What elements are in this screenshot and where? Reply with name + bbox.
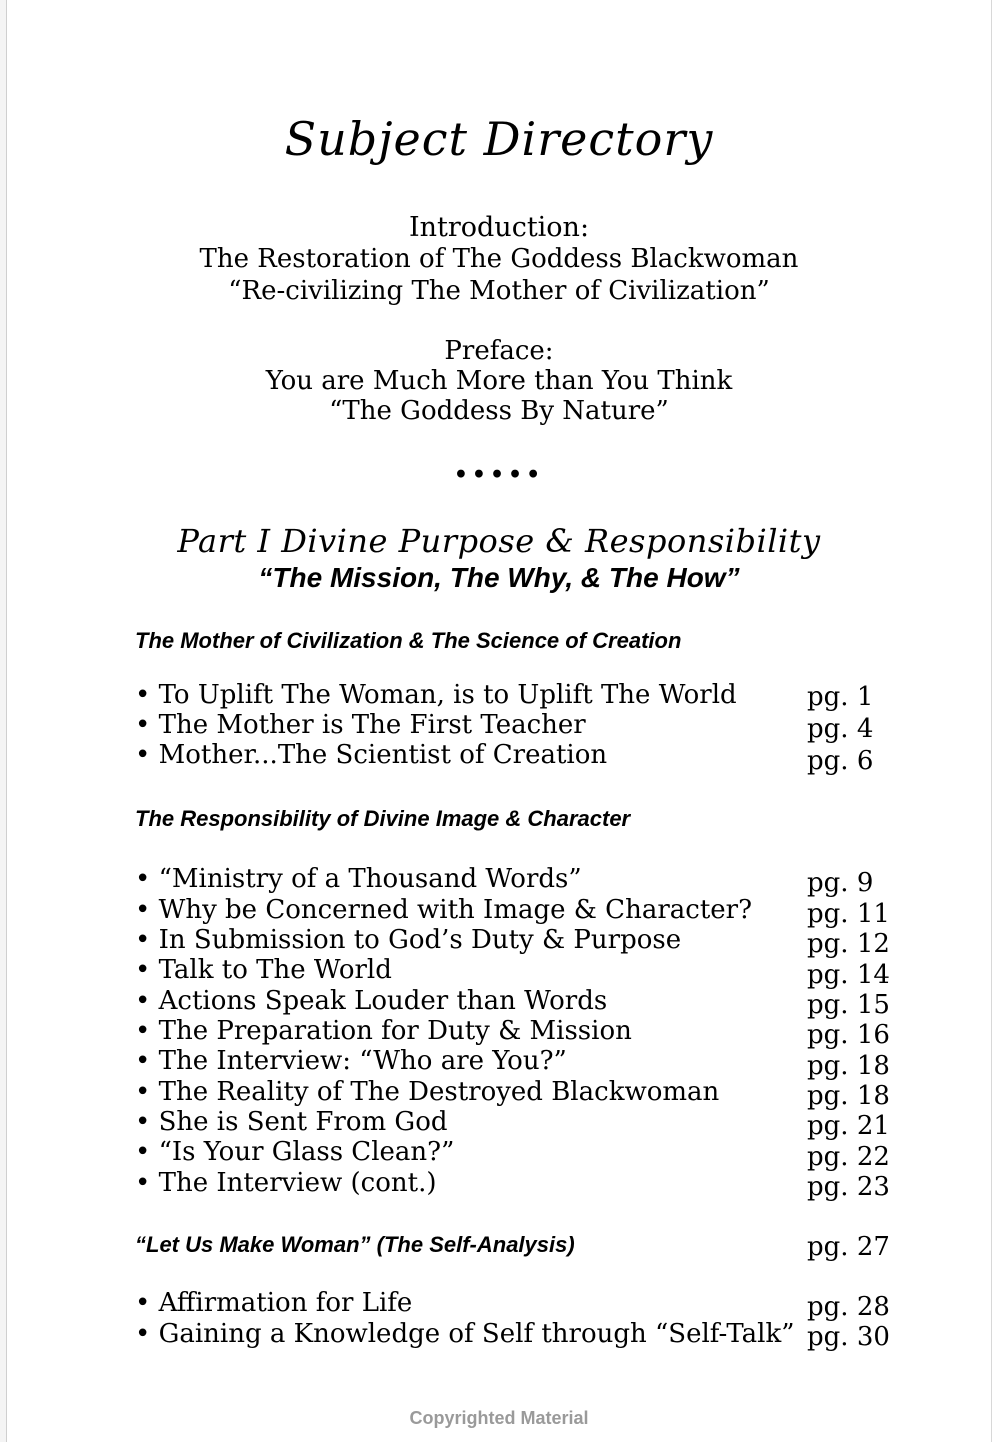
page-number: pg. 15 bbox=[807, 990, 890, 1020]
page-number: pg. 4 bbox=[807, 714, 874, 744]
page-number: pg. 23 bbox=[807, 1172, 890, 1202]
section-heading: The Responsibility of Divine Image & Character bbox=[135, 806, 631, 831]
list-item: • Affirmation for Life bbox=[135, 1288, 413, 1318]
introduction-line-1: The Restoration of The Goddess Blackwoman bbox=[199, 244, 799, 274]
page-number: pg. 12 bbox=[807, 929, 890, 959]
part-title: Part I Divine Purpose & Responsibility bbox=[177, 522, 821, 560]
list-item: • In Submission to God’s Duty & Purpose bbox=[135, 925, 682, 955]
list-item: • Talk to The World bbox=[135, 955, 392, 985]
separator-dots: ••••• bbox=[453, 462, 545, 488]
page-number: pg. 1 bbox=[807, 682, 874, 712]
list-item: • Actions Speak Louder than Words bbox=[135, 986, 608, 1016]
list-item: • The Preparation for Duty & Mission bbox=[135, 1016, 632, 1046]
list-item: • “Is Your Glass Clean?” bbox=[135, 1137, 455, 1167]
list-item: • The Interview: “Who are You?” bbox=[135, 1046, 567, 1076]
copyright-footer: Copyrighted Material bbox=[409, 1408, 589, 1428]
list-item: • To Uplift The Woman, is to Uplift The World bbox=[135, 680, 737, 710]
page-number: pg. 27 bbox=[807, 1232, 890, 1262]
page-number: pg. 21 bbox=[807, 1111, 890, 1141]
preface-line-1: You are Much More than You Think bbox=[265, 366, 733, 396]
section-heading: “Let Us Make Woman” (The Self-Analysis) bbox=[135, 1232, 575, 1257]
list-item: • She is Sent From God bbox=[135, 1107, 448, 1137]
page-number: pg. 28 bbox=[807, 1292, 890, 1322]
page-number: pg. 14 bbox=[807, 960, 890, 990]
page-number: pg. 16 bbox=[807, 1020, 890, 1050]
list-item: • “Ministry of a Thousand Words” bbox=[135, 864, 582, 894]
preface-line-2: “The Goddess By Nature” bbox=[329, 396, 669, 426]
list-item: • The Interview (cont.) bbox=[135, 1168, 437, 1198]
page-number: pg. 9 bbox=[807, 868, 874, 898]
page-title: Subject Directory bbox=[284, 112, 714, 166]
list-item: • Gaining a Knowledge of Self through “Self-Talk” bbox=[135, 1319, 795, 1349]
list-item: • Mother...The Scientist of Creation bbox=[135, 740, 608, 770]
preface-heading: Preface: bbox=[444, 336, 554, 366]
page-number: pg. 6 bbox=[807, 746, 874, 776]
section-heading: The Mother of Civilization & The Science of Creation bbox=[135, 628, 682, 653]
list-item: • Why be Concerned with Image & Character? bbox=[135, 895, 753, 925]
introduction-line-2: “Re-civilizing The Mother of Civilization” bbox=[228, 276, 770, 306]
page-number: pg. 30 bbox=[807, 1322, 890, 1352]
page-number: pg. 22 bbox=[807, 1142, 890, 1172]
introduction-heading: Introduction: bbox=[408, 212, 590, 243]
page-number: pg. 18 bbox=[807, 1051, 890, 1081]
page-number: pg. 18 bbox=[807, 1081, 890, 1111]
list-item: • The Reality of The Destroyed Blackwoman bbox=[135, 1077, 720, 1107]
document-page bbox=[6, 0, 992, 1442]
part-subtitle: “The Mission, The Why, & The How” bbox=[258, 562, 740, 593]
page-number: pg. 11 bbox=[807, 899, 890, 929]
list-item: • The Mother is The First Teacher bbox=[135, 710, 586, 740]
